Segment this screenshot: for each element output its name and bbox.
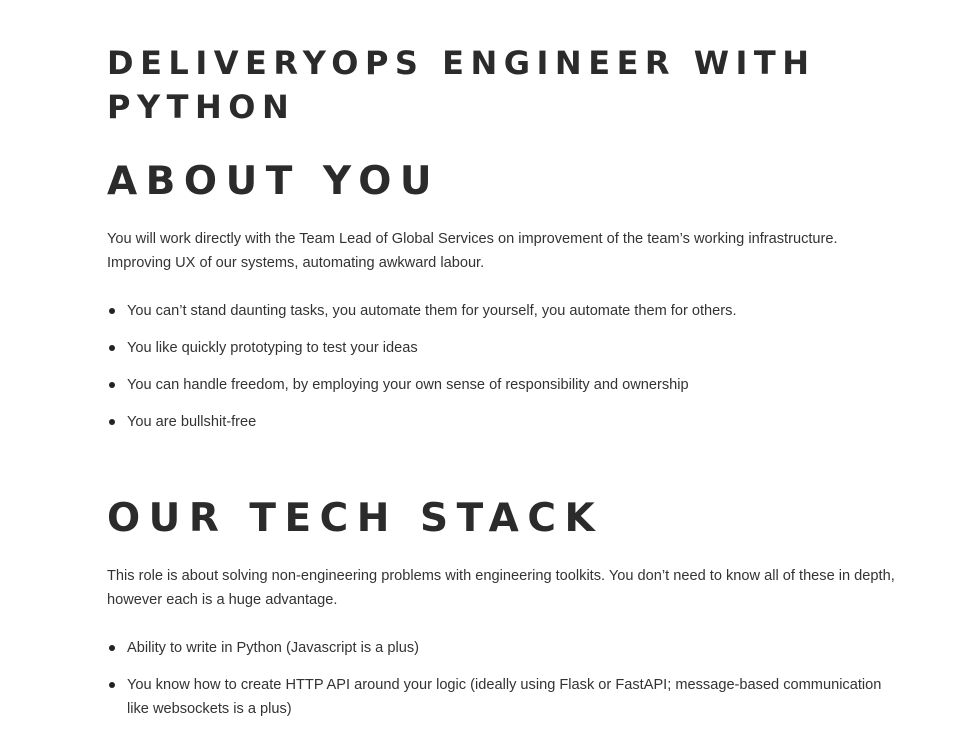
job-title: DELIVERYOPS ENGINEER WITH PYTHON [107,44,816,126]
list-item [107,373,897,397]
bullet-dot-icon [109,382,115,388]
list-item [107,673,897,721]
bullet-dot-icon [109,419,115,425]
list-item [107,299,897,323]
list-item-text: You like quickly prototyping to test your ideas [127,340,418,356]
tech-stack-heading: OUR TECH STACK [107,496,604,541]
list-item-text: You know how to create HTTP API around your logic (ideally using Flask or FastAPI; message-based communication like websockets is a plus) [127,677,882,717]
about-you-heading: ABOUT YOU [107,159,441,204]
bullet-dot-icon [109,345,115,351]
tech-stack-intro: This role is about solving non-engineering problems with engineering toolkits. You don’t need to know all of these in depth, however each is a huge advantage. [107,568,895,608]
about-you-list [107,299,897,447]
bullet-dot-icon [109,645,115,651]
bullet-dot-icon [109,682,115,688]
list-item-text: You are bullshit-free [127,414,257,430]
list-item [107,410,897,434]
bullet-dot-icon [109,308,115,314]
list-item-text: Ability to write in Python (Javascript is a plus) [127,640,419,656]
about-you-intro: You will work directly with the Team Lead of Global Services on improvement of the team’s working infrastructure. Improving UX of our systems, automating awkward labour. [107,231,838,271]
list-item-text: You can handle freedom, by employing your own sense of responsibility and ownership [127,377,689,393]
list-item-text: You can’t stand daunting tasks, you automate them for yourself, you automate them for others. [127,303,737,319]
list-item [107,336,897,360]
list-item [107,636,897,660]
tech-stack-list [107,636,897,734]
